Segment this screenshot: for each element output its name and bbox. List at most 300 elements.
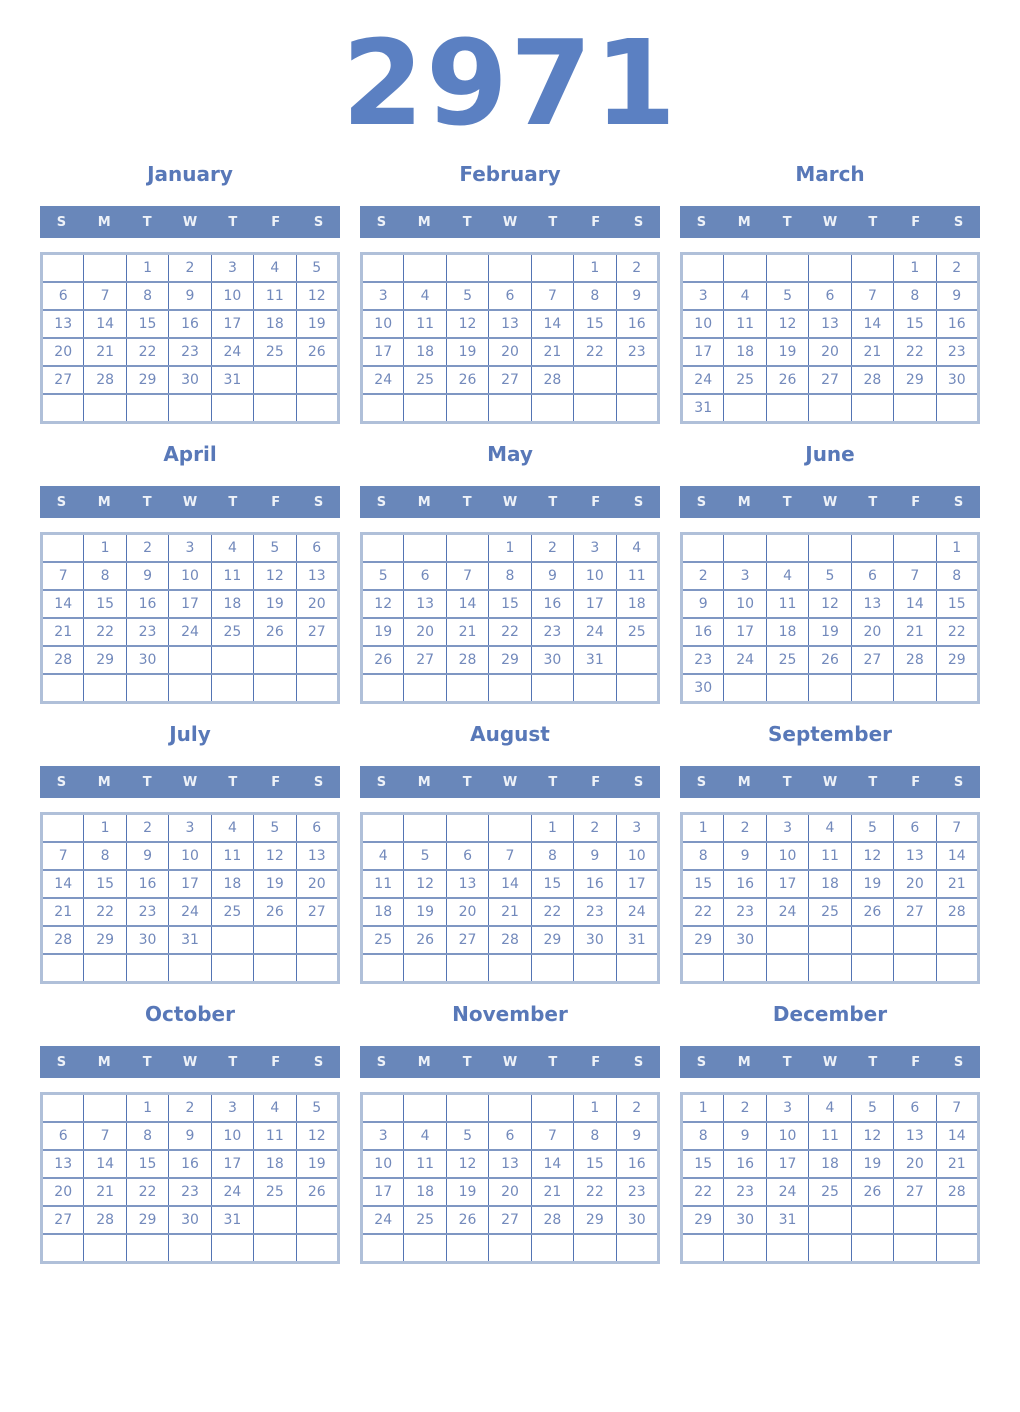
day-cell: 22: [682, 898, 724, 926]
day-cell: 6: [851, 562, 893, 590]
day-cell: 30: [126, 646, 168, 674]
empty-day-cell: [936, 1206, 978, 1234]
day-cell: 19: [766, 338, 808, 366]
day-cell: 26: [254, 898, 296, 926]
day-cell: 18: [254, 1150, 296, 1178]
empty-day-cell: [574, 674, 616, 703]
day-cell: 23: [682, 646, 724, 674]
day-cell: 19: [851, 1150, 893, 1178]
empty-day-cell: [169, 394, 211, 423]
day-cell: 5: [296, 254, 338, 283]
weekday-letter: W: [502, 1054, 518, 1070]
month-block: [680, 710, 980, 984]
day-cell: 31: [682, 394, 724, 423]
day-cell: 14: [42, 870, 84, 898]
week-row: [682, 1150, 979, 1178]
day-cell: 11: [362, 870, 404, 898]
day-cell: 29: [936, 646, 978, 674]
weekday-letter: S: [56, 494, 67, 510]
empty-day-cell: [211, 1234, 253, 1263]
empty-day-cell: [254, 646, 296, 674]
day-cell: 4: [809, 814, 851, 843]
day-cell: 5: [446, 1122, 488, 1150]
day-cell: 22: [574, 1178, 616, 1206]
day-cell: 27: [489, 1206, 531, 1234]
empty-day-cell: [42, 674, 84, 703]
month-day-grid: [360, 1092, 660, 1264]
day-cell: 27: [296, 618, 338, 646]
week-row: [682, 590, 979, 618]
day-cell: 20: [894, 870, 936, 898]
empty-day-cell: [574, 1234, 616, 1263]
empty-day-cell: [809, 954, 851, 983]
weekday-header-bar: [40, 1046, 340, 1078]
day-cell: 27: [42, 366, 84, 394]
day-cell: 23: [169, 338, 211, 366]
day-cell: 11: [254, 282, 296, 310]
weekday-letter: T: [548, 494, 558, 510]
day-cell: 2: [936, 254, 978, 283]
empty-day-cell: [724, 954, 766, 983]
empty-day-cell: [446, 534, 488, 563]
weekday-header-bar: [40, 766, 340, 798]
day-cell: 22: [531, 898, 573, 926]
day-cell: 14: [531, 310, 573, 338]
empty-day-cell: [724, 674, 766, 703]
day-cell: 1: [894, 254, 936, 283]
empty-day-cell: [724, 534, 766, 563]
day-cell: 4: [211, 534, 253, 563]
day-cell: 21: [531, 338, 573, 366]
day-cell: 30: [724, 926, 766, 954]
day-cell: 6: [894, 1094, 936, 1123]
empty-day-cell: [766, 674, 808, 703]
month-name: June: [805, 442, 855, 466]
day-cell: 16: [616, 310, 658, 338]
day-cell: 5: [362, 562, 404, 590]
day-cell: 10: [766, 842, 808, 870]
empty-day-cell: [42, 394, 84, 423]
week-row: [682, 842, 979, 870]
day-cell: 27: [894, 1178, 936, 1206]
day-cell: 26: [296, 1178, 338, 1206]
weekday-letter: T: [228, 774, 238, 790]
weekday-letter: M: [737, 494, 751, 510]
day-cell: 13: [489, 310, 531, 338]
weekday-letter: S: [696, 774, 707, 790]
day-cell: 9: [169, 1122, 211, 1150]
day-cell: 4: [211, 814, 253, 843]
week-row: [682, 646, 979, 674]
month-block: [40, 710, 340, 984]
weekday-letter: T: [548, 774, 558, 790]
weekday-letter: T: [782, 214, 792, 230]
empty-day-cell: [404, 1094, 446, 1123]
day-cell: 28: [894, 646, 936, 674]
day-cell: 18: [404, 338, 446, 366]
empty-day-cell: [894, 674, 936, 703]
day-cell: 2: [531, 534, 573, 563]
week-row: [682, 366, 979, 394]
empty-day-cell: [936, 954, 978, 983]
week-row: [362, 898, 659, 926]
empty-day-cell: [211, 646, 253, 674]
weekday-letter: F: [591, 214, 601, 230]
day-cell: 18: [362, 898, 404, 926]
day-cell: 4: [809, 1094, 851, 1123]
week-row: [362, 674, 659, 703]
empty-day-cell: [42, 954, 84, 983]
empty-day-cell: [362, 254, 404, 283]
day-cell: 26: [362, 646, 404, 674]
day-cell: 6: [446, 842, 488, 870]
empty-day-cell: [42, 1094, 84, 1123]
month-block: [40, 150, 340, 424]
empty-day-cell: [296, 926, 338, 954]
day-cell: 20: [489, 1178, 531, 1206]
day-cell: 8: [682, 842, 724, 870]
month-day-grid: [40, 812, 340, 984]
day-cell: 11: [809, 842, 851, 870]
week-row: [42, 898, 339, 926]
week-row: [42, 1094, 339, 1123]
month-block: [360, 710, 660, 984]
day-cell: 22: [936, 618, 978, 646]
day-cell: 30: [682, 674, 724, 703]
empty-day-cell: [894, 534, 936, 563]
day-cell: 6: [809, 282, 851, 310]
day-cell: 13: [296, 842, 338, 870]
week-row: [682, 674, 979, 703]
day-cell: 29: [682, 926, 724, 954]
week-row: [362, 590, 659, 618]
empty-day-cell: [682, 534, 724, 563]
empty-day-cell: [809, 394, 851, 423]
weekday-letter: T: [782, 1054, 792, 1070]
day-cell: 14: [936, 842, 978, 870]
day-cell: 24: [616, 898, 658, 926]
weekday-letter: T: [228, 214, 238, 230]
day-cell: 28: [936, 898, 978, 926]
day-cell: 13: [851, 590, 893, 618]
day-cell: 19: [851, 870, 893, 898]
day-cell: 13: [42, 310, 84, 338]
day-cell: 16: [531, 590, 573, 618]
empty-day-cell: [489, 1094, 531, 1123]
day-cell: 22: [126, 338, 168, 366]
day-cell: 26: [446, 366, 488, 394]
day-cell: 18: [766, 618, 808, 646]
empty-day-cell: [446, 1094, 488, 1123]
day-cell: 18: [809, 1150, 851, 1178]
day-cell: 11: [254, 1122, 296, 1150]
day-cell: 10: [724, 590, 766, 618]
empty-day-cell: [574, 954, 616, 983]
empty-day-cell: [766, 394, 808, 423]
week-row: [682, 898, 979, 926]
day-cell: 3: [211, 1094, 253, 1123]
day-cell: 29: [489, 646, 531, 674]
week-row: [682, 394, 979, 423]
weekday-header-bar: [360, 486, 660, 518]
day-cell: 9: [126, 562, 168, 590]
week-row: [42, 646, 339, 674]
empty-day-cell: [851, 534, 893, 563]
day-cell: 14: [936, 1122, 978, 1150]
day-cell: 21: [489, 898, 531, 926]
day-cell: 8: [894, 282, 936, 310]
day-cell: 27: [404, 646, 446, 674]
weekday-letter: T: [868, 774, 878, 790]
day-cell: 18: [404, 1178, 446, 1206]
week-row: [682, 1206, 979, 1234]
weekday-letter: S: [696, 494, 707, 510]
day-cell: 4: [404, 1122, 446, 1150]
weekday-letter: W: [822, 214, 838, 230]
day-cell: 9: [616, 1122, 658, 1150]
day-cell: 2: [724, 1094, 766, 1123]
day-cell: 15: [574, 1150, 616, 1178]
day-cell: 15: [84, 590, 126, 618]
day-cell: 17: [766, 1150, 808, 1178]
day-cell: 15: [84, 870, 126, 898]
empty-day-cell: [851, 954, 893, 983]
day-cell: 22: [574, 338, 616, 366]
week-row: [42, 1206, 339, 1234]
day-cell: 17: [362, 338, 404, 366]
day-cell: 25: [254, 338, 296, 366]
week-row: [42, 842, 339, 870]
day-cell: 2: [126, 814, 168, 843]
weekday-letter: S: [633, 494, 644, 510]
weekday-header-bar: [360, 766, 660, 798]
day-cell: 28: [84, 1206, 126, 1234]
day-cell: 9: [126, 842, 168, 870]
day-cell: 7: [936, 814, 978, 843]
week-row: [362, 1094, 659, 1123]
week-row: [682, 1094, 979, 1123]
empty-day-cell: [531, 1094, 573, 1123]
weekday-letter: T: [142, 214, 152, 230]
day-cell: 27: [894, 898, 936, 926]
day-cell: 12: [254, 842, 296, 870]
week-row: [682, 870, 979, 898]
week-row: [362, 618, 659, 646]
day-cell: 14: [84, 1150, 126, 1178]
month-block: [40, 990, 340, 1264]
day-cell: 4: [254, 1094, 296, 1123]
week-row: [362, 310, 659, 338]
day-cell: 5: [446, 282, 488, 310]
week-row: [42, 674, 339, 703]
day-cell: 18: [616, 590, 658, 618]
day-cell: 23: [724, 898, 766, 926]
day-cell: 12: [851, 1122, 893, 1150]
empty-day-cell: [126, 394, 168, 423]
weekday-letter: T: [462, 774, 472, 790]
day-cell: 12: [809, 590, 851, 618]
empty-day-cell: [489, 674, 531, 703]
day-cell: 15: [682, 1150, 724, 1178]
empty-day-cell: [766, 926, 808, 954]
day-cell: 20: [809, 338, 851, 366]
day-cell: 23: [574, 898, 616, 926]
day-cell: 27: [809, 366, 851, 394]
week-row: [42, 1178, 339, 1206]
empty-day-cell: [362, 954, 404, 983]
week-row: [42, 338, 339, 366]
day-cell: 7: [489, 842, 531, 870]
empty-day-cell: [809, 534, 851, 563]
weekday-header-bar: [680, 766, 980, 798]
day-cell: 5: [851, 814, 893, 843]
week-row: [42, 254, 339, 283]
day-cell: 30: [936, 366, 978, 394]
month-day-grid: [40, 1092, 340, 1264]
day-cell: 12: [851, 842, 893, 870]
empty-day-cell: [296, 366, 338, 394]
weekday-letter: S: [376, 774, 387, 790]
day-cell: 15: [894, 310, 936, 338]
day-cell: 31: [766, 1206, 808, 1234]
day-cell: 3: [362, 1122, 404, 1150]
month-name: October: [145, 1002, 235, 1026]
week-row: [682, 814, 979, 843]
empty-day-cell: [169, 646, 211, 674]
empty-day-cell: [42, 1234, 84, 1263]
day-cell: 29: [531, 926, 573, 954]
week-row: [42, 590, 339, 618]
day-cell: 7: [936, 1094, 978, 1123]
weekday-letter: M: [97, 214, 111, 230]
empty-day-cell: [169, 954, 211, 983]
week-row: [362, 338, 659, 366]
day-cell: 2: [169, 254, 211, 283]
day-cell: 25: [254, 1178, 296, 1206]
day-cell: 23: [126, 898, 168, 926]
month-day-grid: [680, 1092, 980, 1264]
day-cell: 10: [682, 310, 724, 338]
empty-day-cell: [489, 394, 531, 423]
day-cell: 7: [851, 282, 893, 310]
empty-day-cell: [296, 1234, 338, 1263]
empty-day-cell: [126, 1234, 168, 1263]
month-name: July: [169, 722, 211, 746]
day-cell: 28: [84, 366, 126, 394]
day-cell: 25: [404, 366, 446, 394]
empty-day-cell: [851, 1234, 893, 1263]
day-cell: 24: [574, 618, 616, 646]
empty-day-cell: [446, 394, 488, 423]
day-cell: 14: [489, 870, 531, 898]
day-cell: 12: [766, 310, 808, 338]
day-cell: 22: [84, 618, 126, 646]
empty-day-cell: [616, 1234, 658, 1263]
day-cell: 6: [404, 562, 446, 590]
month-name: September: [768, 722, 892, 746]
empty-day-cell: [254, 394, 296, 423]
day-cell: 28: [531, 366, 573, 394]
day-cell: 8: [574, 282, 616, 310]
day-cell: 21: [84, 338, 126, 366]
day-cell: 11: [404, 1150, 446, 1178]
day-cell: 20: [42, 1178, 84, 1206]
day-cell: 20: [489, 338, 531, 366]
empty-day-cell: [296, 674, 338, 703]
day-cell: 4: [766, 562, 808, 590]
day-cell: 12: [446, 310, 488, 338]
month-day-grid: [360, 812, 660, 984]
empty-day-cell: [254, 674, 296, 703]
day-cell: 3: [616, 814, 658, 843]
empty-day-cell: [682, 254, 724, 283]
weekday-letter: F: [591, 1054, 601, 1070]
empty-day-cell: [254, 366, 296, 394]
weekday-letter: S: [633, 1054, 644, 1070]
empty-day-cell: [489, 1234, 531, 1263]
week-row: [362, 282, 659, 310]
day-cell: 15: [682, 870, 724, 898]
weekday-letter: S: [313, 774, 324, 790]
week-row: [362, 366, 659, 394]
day-cell: 7: [446, 562, 488, 590]
day-cell: 10: [169, 842, 211, 870]
empty-day-cell: [531, 674, 573, 703]
empty-day-cell: [616, 394, 658, 423]
weekday-letter: T: [228, 494, 238, 510]
day-cell: 19: [362, 618, 404, 646]
day-cell: 22: [682, 1178, 724, 1206]
day-cell: 16: [936, 310, 978, 338]
empty-day-cell: [531, 954, 573, 983]
month-day-grid: [360, 532, 660, 704]
day-cell: 3: [766, 1094, 808, 1123]
day-cell: 12: [404, 870, 446, 898]
empty-day-cell: [254, 1206, 296, 1234]
day-cell: 19: [296, 310, 338, 338]
day-cell: 26: [766, 366, 808, 394]
day-cell: 4: [404, 282, 446, 310]
day-cell: 29: [126, 366, 168, 394]
weekday-letter: S: [313, 494, 324, 510]
day-cell: 7: [531, 1122, 573, 1150]
day-cell: 17: [682, 338, 724, 366]
weekday-letter: M: [737, 1054, 751, 1070]
day-cell: 3: [169, 814, 211, 843]
day-cell: 5: [254, 814, 296, 843]
day-cell: 8: [84, 842, 126, 870]
week-row: [42, 926, 339, 954]
weekday-letter: F: [271, 494, 281, 510]
empty-day-cell: [894, 1234, 936, 1263]
week-row: [682, 618, 979, 646]
empty-day-cell: [574, 366, 616, 394]
weekday-letter: W: [822, 774, 838, 790]
empty-day-cell: [404, 534, 446, 563]
day-cell: 20: [42, 338, 84, 366]
weekday-letter: S: [633, 214, 644, 230]
week-row: [362, 1150, 659, 1178]
day-cell: 13: [404, 590, 446, 618]
day-cell: 21: [42, 618, 84, 646]
month-block: [360, 430, 660, 704]
day-cell: 6: [489, 282, 531, 310]
month-name: November: [452, 1002, 568, 1026]
day-cell: 4: [362, 842, 404, 870]
day-cell: 23: [936, 338, 978, 366]
day-cell: 8: [84, 562, 126, 590]
day-cell: 15: [531, 870, 573, 898]
